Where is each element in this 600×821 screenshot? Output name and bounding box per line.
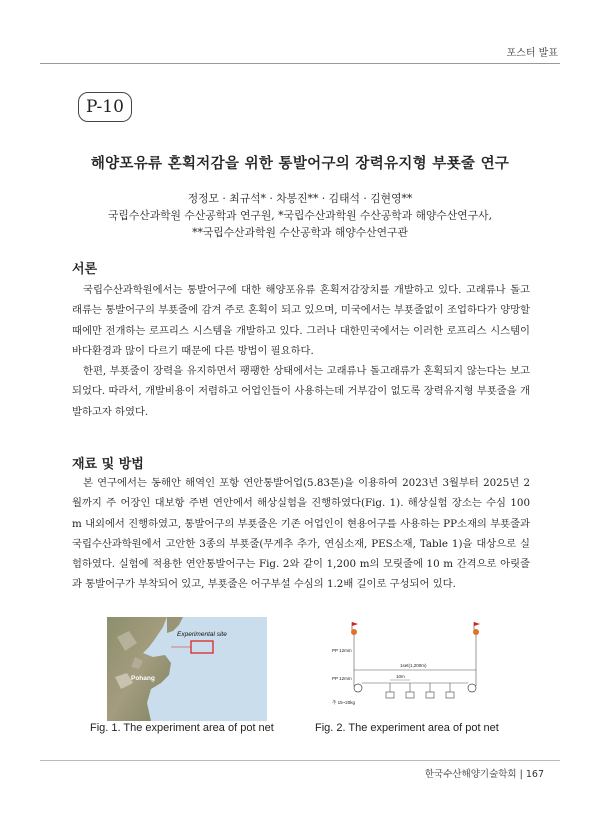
methods-heading: 재료 및 방법: [72, 457, 144, 472]
paper-title: 해양포유류 혼획저감을 위한 통발어구의 장력유지형 부푯줄 연구: [90, 155, 510, 172]
intro-heading: 서론: [72, 262, 98, 277]
footer-rule: [40, 760, 560, 761]
map-label-city: Pohang: [131, 675, 155, 682]
methods-body: [72, 473, 530, 595]
author-block: [0, 190, 600, 241]
schematic-label-mid: PP 12mm: [332, 676, 352, 681]
poster-id-badge: P-10: [78, 92, 132, 122]
footer-journal: 한국수산해양기술학회 | 167: [424, 769, 544, 780]
intro-paragraph-2: 한편, 부푯줄이 장력을 유지하면서 팽팽한 상태에서는 고래류나 돌고래류가 혼획되지 않는다는 보고되었다. 따라서, 개발비용이 저렴하고 어업인들이 사용하는데 거부감이 없도록 장력유지형 부푯줄을 개발하고자 하였다.: [72, 365, 530, 418]
methods-paragraph-1: 본 연구에서는 동해안 해역인 포항 연안통발어업(5.83톤)을 이용하여 2023년 3월부터 2025년 2월까지 주 어장인 대보항 주변 연안에서 해상실험을 진행하였다(Fig. 1). 해상실험 장소는 수심 100 m 내외에서 진행하였고, 통발어구의 부푯줄은 기존 어업인이 현용어구를 사용하는 PP소재의 부푯줄과 국립수산과학원에서 고안한 3종의 부푯줄(무게추 추가, 연심소재, PES소재, Table 1)을 대상으로 실험하였다. 실험에 적용한 연안통발어구는 Fig. 2와 같이 1,200 m의 모릿줄에 10 m 간격으로 아릿줄과 통발어구가 부착되어 있고, 부푯줄은 어구부설 수심의 1.2배 길이로 구성되어 있다.: [72, 477, 530, 591]
intro-body: [72, 280, 530, 422]
author-names: 정정모 · 최규석* · 차봉진** · 김태석 · 김현영**: [187, 192, 413, 205]
figure-2-diagram: [328, 620, 502, 720]
intro-paragraph-1: 국립수산과학원에서는 통발어구에 대한 해양포유류 혼획저감장치를 개발하고 있다. 고래류나 돌고래류는 통발어구의 부푯줄에 감겨 주로 혼획이 되고 있으며, 미국에서는 부푯줄없이 조업하다가 양망할 때에만 전개하는 로프리스 시스템을 개발하고 있다. 그러나 대한민국에서는 이러한 로프리스 시스템이 바다환경과 많이 다르기 때문에 다른 방법이 필요하다.: [72, 284, 530, 357]
schematic-label-spacing: 10m: [396, 674, 405, 679]
figure-1-map: [107, 617, 267, 721]
schematic-label-main: 1set(1,200m): [400, 663, 427, 668]
affiliation-2: **국립수산과학원 수산공학과 해양수산연구관: [192, 226, 408, 239]
affiliation-1: 국립수산과학원 수산공학과 연구원, *국립수산과학원 수산공학과 해양수산연구사,: [107, 209, 493, 222]
marker-flag-left: [351, 622, 358, 635]
marker-flag-right: [473, 622, 480, 635]
figure-2-caption: Fig. 2. The experiment area of pot net: [315, 722, 499, 734]
section-label: 포스터 발표: [506, 48, 558, 59]
figure-1-caption: Fig. 1. The experiment area of pot net: [90, 722, 274, 734]
map-label-site: Experimental site: [177, 631, 227, 638]
schematic-label-anchor: 추 15~20kg: [332, 700, 355, 705]
schematic-label-top: PP 12mm: [332, 648, 352, 653]
header-rule: [40, 63, 560, 64]
